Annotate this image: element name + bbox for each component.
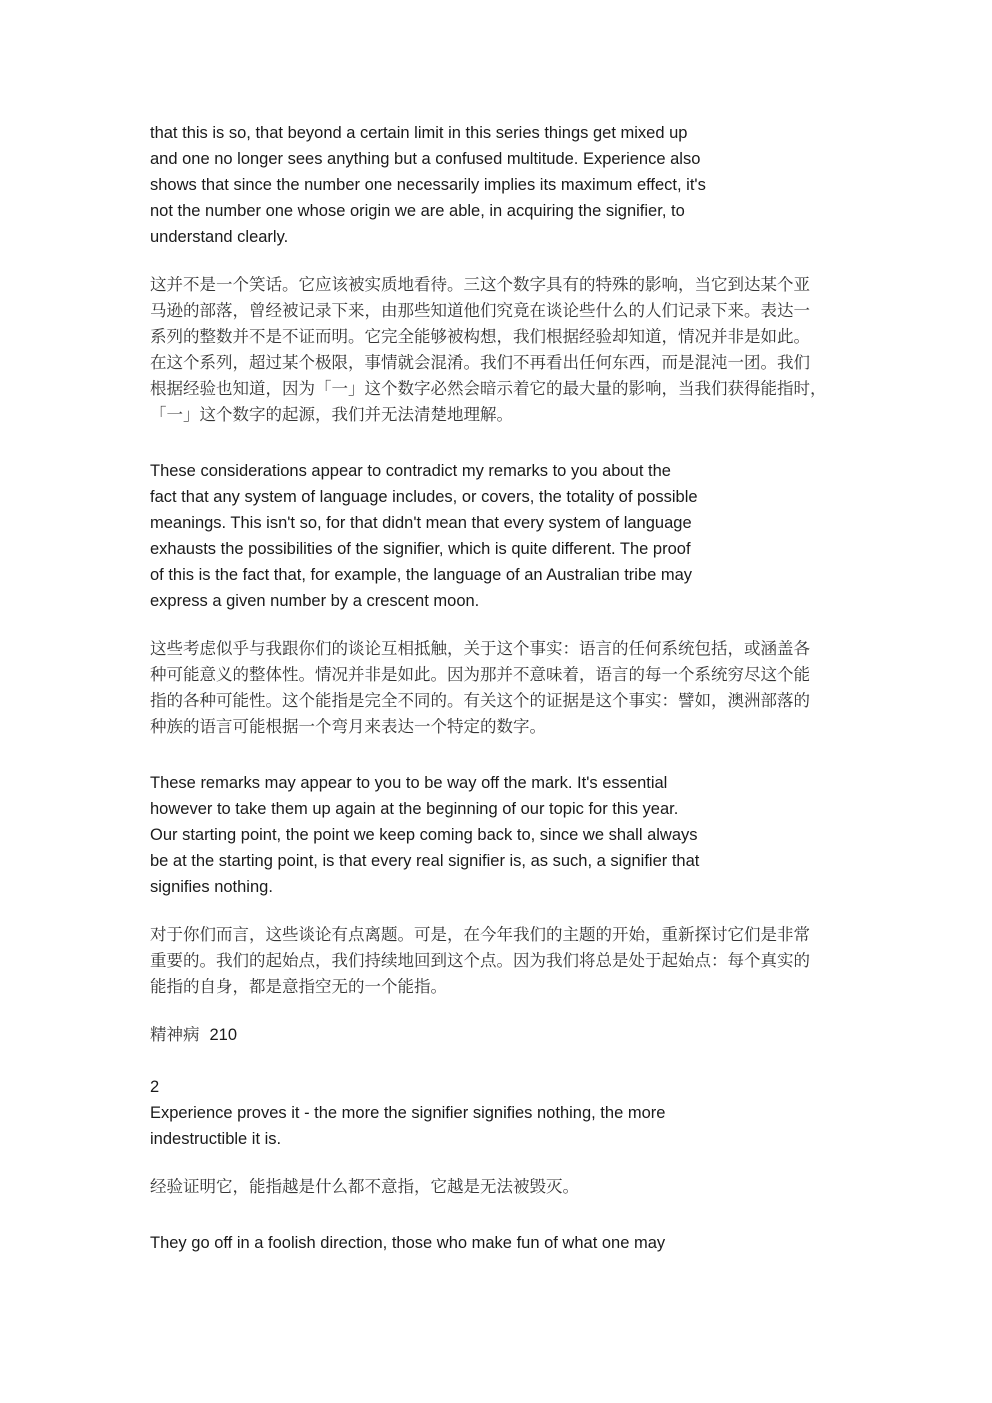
paragraph-zh-2: 这些考虑似乎与我跟你们的谈论互相抵触，关于这个事实：语言的任何系统包括，或涵盖各 种可能意义的整体性。情况并非是如此。因为那并不意味着，语言的每一个系统穷尽这个能 指的各种可能性。这个能指是完全不同的。有关这个的证据是这个事实：譬如，澳洲部落的 种族的语言可能根据一个弯月来表达一个特定的数字。	[150, 639, 810, 736]
page-marker: 2	[150, 1078, 160, 1096]
paragraph-en-5: They go off in a foolish direction, those who make fun of what one may	[150, 1234, 666, 1252]
paragraph-en-2: These considerations appear to contradict my remarks to you about the fact that any system of language includes, or covers, the totality of possible meanings. This isn't so, for that didn't mean that every system of language exhausts the possibilities of the signifier, which is quite different. The proof of this is the fact that, for example, the language of an Australian tribe may express a given number by a crescent moon.	[150, 462, 698, 610]
page-footer	[150, 1022, 850, 1048]
paragraph-en-4: Experience proves it - the more the signifier signifies nothing, the more indestructible it is.	[150, 1104, 666, 1148]
paragraph-zh-4: 经验证明它，能指越是什么都不意指，它越是无法被毁灭。	[150, 1177, 579, 1196]
footer-page-number: 210	[209, 1026, 238, 1044]
paragraph-en-3: These remarks may appear to you to be way off the mark. It's essential however to take them up again at the beginning of our topic for this year. Our starting point, the point we keep coming back to, since we shall always be at the starting point, is that every real signifier is, as such, a signifier that signifies nothing.	[150, 774, 700, 896]
document-page	[150, 120, 850, 1256]
paragraph-zh-1: 这并不是一个笑话。它应该被实质地看待。三这个数字具有的特殊的影响，当它到达某个亚 马逊的部落，曾经被记录下来，由那些知道他们究竟在谈论些什么的人们记录下来。表达一 系列的整数并不是不证而明。它完全能够被构想，我们根据经验却知道，情况并非是如此。 在这个系列，超过某个极限，事情就会混淆。我们不再看出任何东西，而是混沌一团。我们 根据经验也知道，因为「一」这个数字必然会暗示着它的最大量的影响，当我们获得能指时， 「一」这个数字的起源，我们并无法清楚地理解。	[150, 275, 827, 424]
footer-label: 精神病	[150, 1025, 200, 1044]
paragraph-en-1: that this is so, that beyond a certain limit in this series things get mixed up and one no longer sees anything but a confused multitude. Experience also shows that since the number one necessarily implies its maximum effect, it's not the number one whose origin we are able, in acquiring the signifier, to understand clearly.	[150, 124, 706, 246]
paragraph-zh-3: 对于你们而言，这些谈论有点离题。可是，在今年我们的主题的开始，重新探讨它们是非常 重要的。我们的起始点，我们持续地回到这个点。因为我们将总是处于起始点：每个真实的 能指的自身，都是意指空无的一个能指。	[150, 925, 810, 996]
